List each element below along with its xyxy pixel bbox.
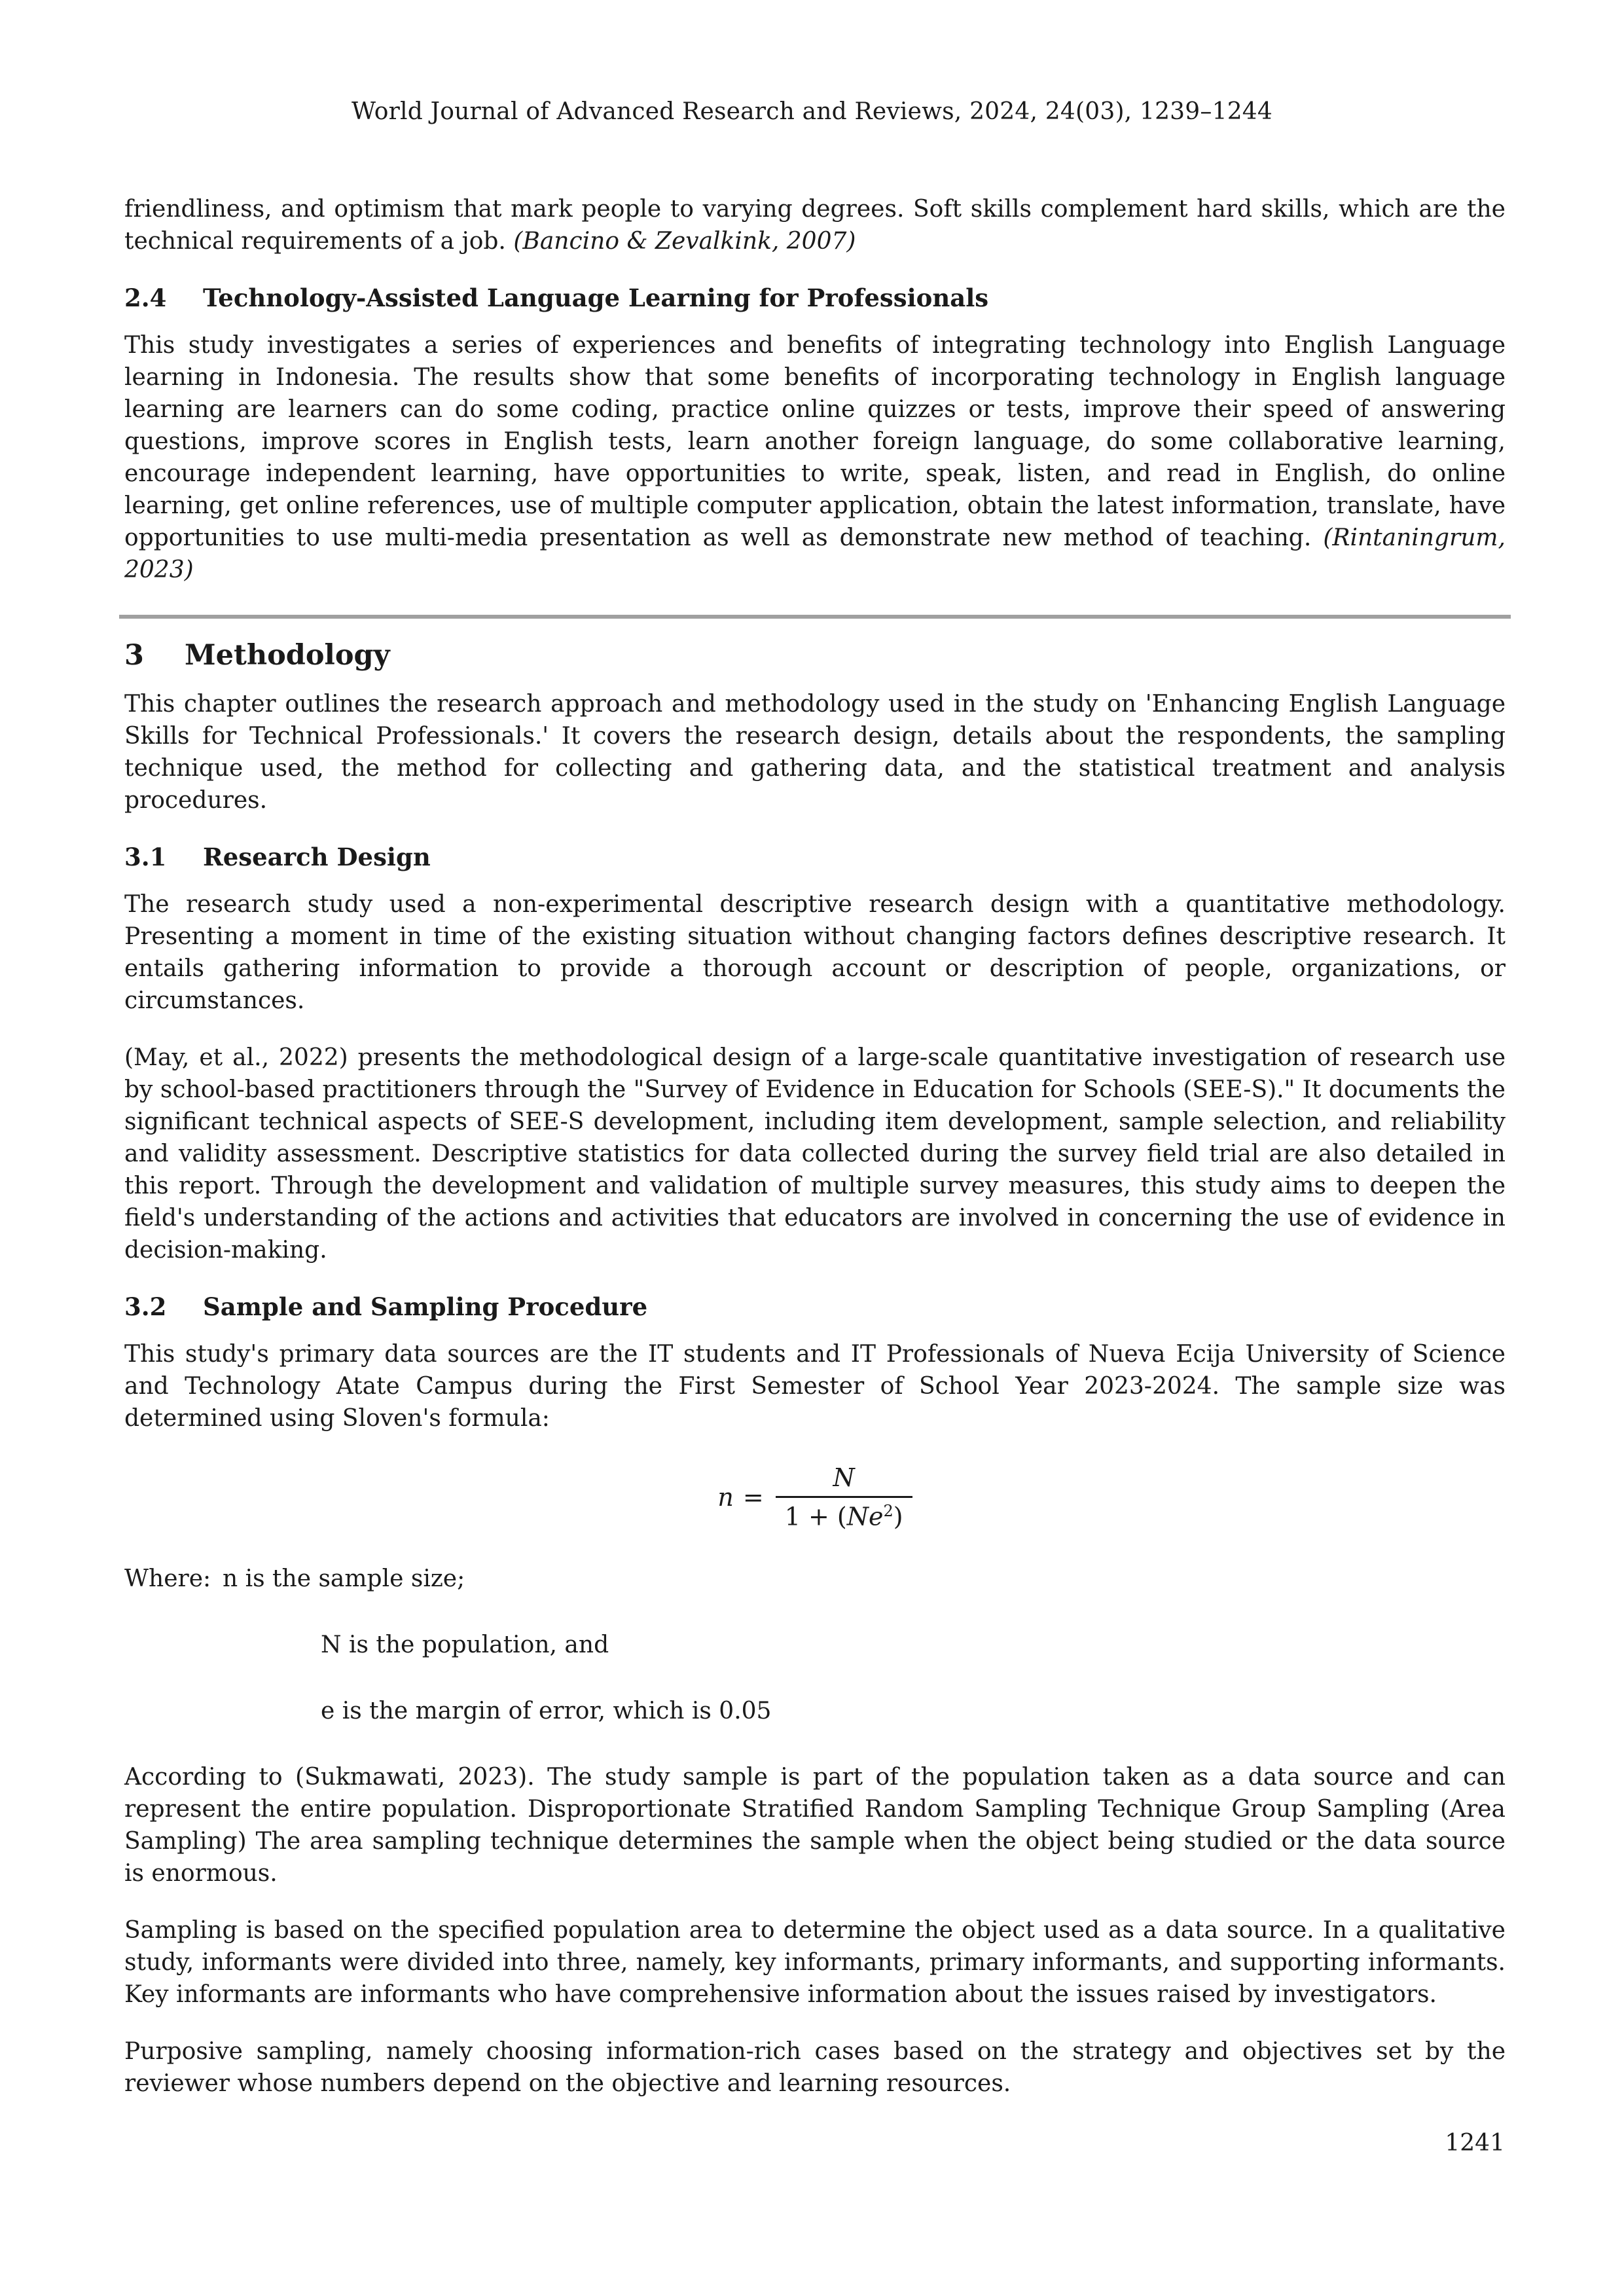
intro-text: friendliness, and optimism that mark people to varying degrees. Soft skills complement hard skills, which are the technical requirements of a job. bbox=[124, 196, 1506, 255]
section-3-1-paragraph-1: The research study used a non-experimental descriptive research design with a quantitative methodology. Presenting a moment in time of the existing situation without changing factors defines descriptive research. It entails gathering information to provide a thorough account or description of people, organizations, or circumstances. bbox=[124, 891, 1506, 1014]
formula-denom-suffix: ) bbox=[893, 1502, 903, 1531]
slovin-formula bbox=[124, 1463, 1506, 1531]
formula-equals: = bbox=[742, 1482, 764, 1512]
section-2-4-text: This study investigates a series of experiences and benefits of integrating technology into English Language learning in Indonesia. The results show that some benefits of incorporating technology in English language learning are learners can do some coding, practice online quizzes or tests, improve their speed of answering questions, improve scores in English tests, learn another foreign language, do some collaborative learning, encourage independent learning, have opportunities to write, speak, listen, and read in English, do online learning, get online references, use of multiple computer application, obtain the latest information, translate, have opportunities to use multi-media presentation as well as demonstrate new method of teaching. bbox=[124, 332, 1506, 551]
running-head: World Journal of Advanced Research and Reviews, 2024, 24(03), 1239–1244 bbox=[351, 98, 1273, 125]
formula-denom-prefix: 1 + ( bbox=[784, 1502, 847, 1531]
section-3-1-paragraph-2: (May, et al., 2022) presents the methodological design of a large-scale quantitative investigation of research use by school-based practitioners through the "Survey of Evidence in Education for Schools (SEE-S)." It documents the significant technical aspects of SEE-S development, including item development, sample selection, and reliability and validity assessment. Descriptive statistics for data collected during the survey field trial are also detailed in this report. Through the development and validation of multiple survey measures, this study aims to deepen the field's understanding of the actions and activities that educators are involved in concerning the use of evidence in decision-making. bbox=[124, 1044, 1506, 1264]
formula-lhs: n bbox=[717, 1482, 734, 1512]
section-3-2-heading bbox=[124, 1291, 1506, 1322]
section-3-2-paragraph-3: Sampling is based on the specified population area to determine the object used as a data source. In a qualitative study, informants were divided into three, namely, key informants, primary informants, and supporting informants. Key informants are informants who have comprehensive information about the issues raised by investigators. bbox=[124, 1916, 1506, 2008]
section-3-2-paragraph-1: This study's primary data sources are the IT students and IT Professionals of Nueva Ecija University of Science and Technology Atate Campus during the First Semester of School Year 2023-2024. The sample size was determined using Sloven's formula: bbox=[124, 1341, 1506, 1432]
formula-fraction bbox=[776, 1463, 912, 1531]
page-content bbox=[124, 193, 1506, 2124]
intro-citation: (Bancino & Zevalkink, 2007) bbox=[513, 228, 856, 255]
section-2-4-title: Technology-Assisted Language Learning for Professionals bbox=[203, 283, 989, 312]
section-3-2-number: 3.2 bbox=[124, 1292, 167, 1321]
section-3-number: 3 bbox=[124, 639, 144, 672]
where-label: Where: bbox=[124, 1565, 211, 1592]
section-3-title: Methodology bbox=[185, 639, 390, 672]
formula-denominator bbox=[776, 1496, 912, 1531]
section-3-heading bbox=[124, 637, 1506, 674]
section-3-2-paragraph-2: According to (Sukmawati, 2023). The study sample is part of the population taken as a data source and can represent the entire population. Disproportionate Stratified Random Sampling Technique Group Sampling (Area Sampling) The area sampling technique determines the sample when the object being studied or the data source is enormous. bbox=[124, 1763, 1506, 1887]
section-2-4-citation: (Rintaningrum, 2023) bbox=[124, 524, 1506, 583]
section-2-4-number: 2.4 bbox=[124, 283, 167, 312]
section-3-1-heading bbox=[124, 841, 1506, 873]
formula-numerator: N bbox=[833, 1463, 855, 1492]
section-divider bbox=[119, 615, 1511, 619]
section-3-paragraph: This chapter outlines the research approach and methodology used in the study on 'Enhancing English Language Skills for Technical Professionals.' It covers the research design, details about the respondents, the sampling technique used, the method for collecting and gathering data, and the statistical treatment and analysis procedures. bbox=[124, 691, 1506, 814]
formula-denom-var: Ne bbox=[846, 1502, 884, 1531]
page-number: 1241 bbox=[1445, 2130, 1505, 2157]
formula-denom-exponent: 2 bbox=[883, 1502, 893, 1520]
section-3-2-paragraph-4: Purposive sampling, namely choosing information-rich cases based on the strategy and objectives set by the reviewer whose numbers depend on the objective and learning resources. bbox=[124, 2037, 1506, 2097]
section-2-4-heading bbox=[124, 282, 1506, 314]
where-line bbox=[124, 1563, 1506, 1595]
section-3-2-title: Sample and Sampling Procedure bbox=[203, 1292, 648, 1321]
intro-paragraph bbox=[124, 193, 1506, 257]
where-e: e is the margin of error, which is 0.05 bbox=[321, 1697, 772, 1724]
where-N: N is the population, and bbox=[321, 1631, 609, 1658]
section-3-1-title: Research Design bbox=[203, 843, 431, 871]
section-3-1-number: 3.1 bbox=[124, 843, 167, 871]
section-2-4-paragraph bbox=[124, 329, 1506, 586]
where-n: n is the sample size; bbox=[223, 1565, 465, 1592]
